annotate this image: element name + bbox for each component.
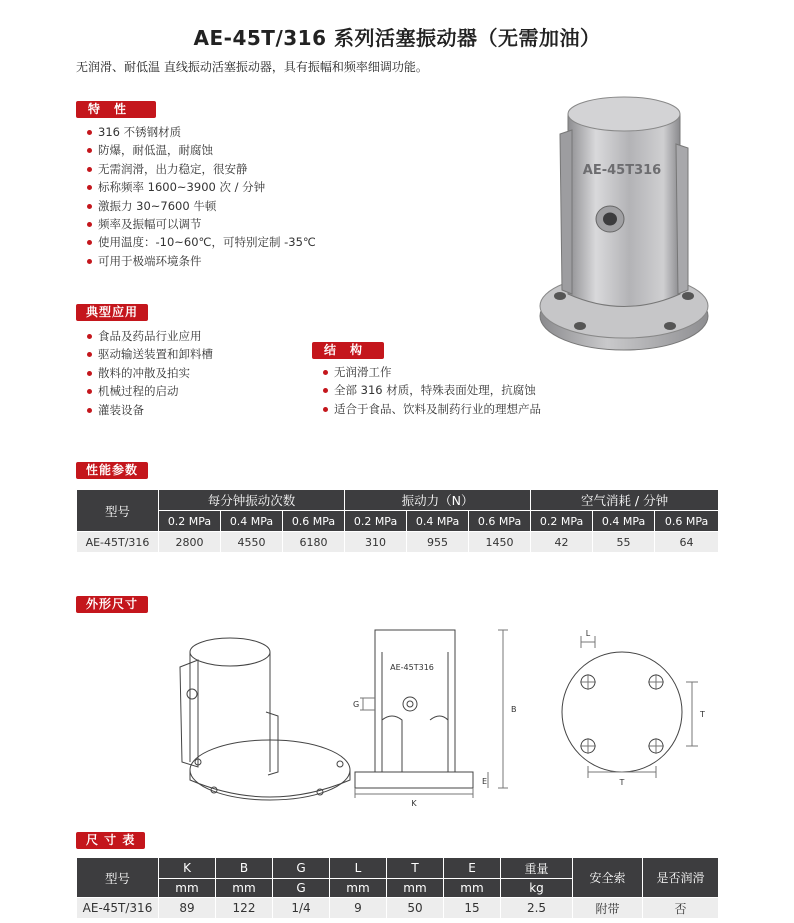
table-cell: 2800	[159, 532, 221, 553]
features-tag: 特 性	[76, 101, 156, 118]
list-item: 频率及振幅可以调节	[86, 215, 316, 233]
table-cell: 89	[159, 898, 216, 919]
list-item: 使用温度：-10~60℃，可特别定制 -35℃	[86, 233, 316, 251]
table-header: B	[216, 858, 273, 879]
table-unit: mm	[387, 879, 444, 898]
table-header: L	[330, 858, 387, 879]
table-header: 安全索	[573, 858, 643, 898]
table-header: G	[273, 858, 330, 879]
table-cell: 6180	[283, 532, 345, 553]
applications-list	[86, 327, 213, 419]
page-subtitle: 无润滑、耐低温 直线振动活塞振动器，具有振幅和频率细调功能。	[76, 60, 428, 74]
top-drawing	[562, 636, 698, 778]
table-header: 0.6 MPa	[283, 511, 345, 532]
table-header: 0.6 MPa	[655, 511, 719, 532]
applications-tag: 典型应用	[76, 304, 148, 321]
table-header: 空气消耗 / 分钟	[531, 490, 719, 511]
table-header: 0.2 MPa	[345, 511, 407, 532]
table-cell: 15	[444, 898, 501, 919]
dim-B-label: B	[511, 705, 517, 714]
table-header: 振动力（N）	[345, 490, 531, 511]
table-unit: mm	[159, 879, 216, 898]
front-model-label: AE-45T316	[390, 663, 434, 672]
product-engraving: AE-45T316	[582, 163, 662, 178]
table-header: 0.4 MPa	[593, 511, 655, 532]
table-unit: mm	[444, 879, 501, 898]
table-header: E	[444, 858, 501, 879]
dim-K-label: K	[411, 799, 417, 808]
list-item: 适合于食品、饮料及制药行业的理想产品	[322, 400, 541, 418]
list-item: 驱动输送装置和卸料槽	[86, 345, 213, 363]
dimensions-table	[76, 857, 719, 919]
dim-T-label-vertical: T	[700, 710, 705, 719]
dim-G-label: G	[353, 700, 360, 709]
table-header: 0.6 MPa	[469, 511, 531, 532]
table-cell: 122	[216, 898, 273, 919]
list-item: 无需润滑，出力稳定，很安静	[86, 160, 316, 178]
list-item: 标称频率 1600~3900 次 / 分钟	[86, 178, 316, 196]
table-header: 型号	[77, 490, 159, 532]
list-item: 机械过程的启动	[86, 382, 213, 400]
table-cell: 4550	[221, 532, 283, 553]
list-item: 316 不锈钢材质	[86, 123, 316, 141]
table-cell: 2.5	[501, 898, 573, 919]
table-header: 0.4 MPa	[221, 511, 283, 532]
page-title: AE-45T/316 系列活塞振动器（无需加油）	[193, 26, 601, 50]
table-header: 是否润滑	[643, 858, 719, 898]
table-unit: mm	[216, 879, 273, 898]
table-cell: 310	[345, 532, 407, 553]
table-cell: 1/4	[273, 898, 330, 919]
table-cell: 64	[655, 532, 719, 553]
table-header: 0.4 MPa	[407, 511, 469, 532]
structure-tag: 结 构	[312, 342, 384, 359]
table-header: T	[387, 858, 444, 879]
table-header: 型号	[77, 858, 159, 898]
table-cell: 42	[531, 532, 593, 553]
table-cell: AE-45T/316	[77, 898, 159, 919]
dim-E-label: E	[482, 777, 488, 786]
table-unit: G	[273, 879, 330, 898]
list-item: 无润滑工作	[322, 363, 541, 381]
dim-L-label: L	[585, 629, 591, 638]
table-cell: 附带	[573, 898, 643, 919]
performance-tag: 性能参数	[76, 462, 148, 479]
list-item: 全部 316 材质，特殊表面处理，抗腐蚀	[322, 381, 541, 399]
table-unit: mm	[330, 879, 387, 898]
table-row	[77, 532, 719, 553]
list-item: 食品及药品行业应用	[86, 327, 213, 345]
outline-drawings	[170, 612, 710, 812]
product-photo	[538, 94, 714, 362]
features-list	[86, 123, 316, 270]
table-header: 0.2 MPa	[531, 511, 593, 532]
table-cell: 55	[593, 532, 655, 553]
table-row	[77, 898, 719, 919]
list-item: 散料的冲散及拍实	[86, 364, 213, 382]
list-item: 灌装设备	[86, 401, 213, 419]
table-unit: kg	[501, 879, 573, 898]
iso-drawing	[180, 638, 350, 800]
table-cell: AE-45T/316	[77, 532, 159, 553]
table-cell: 9	[330, 898, 387, 919]
structure-list	[322, 363, 541, 418]
list-item: 可用于极端环境条件	[86, 252, 316, 270]
table-cell: 1450	[469, 532, 531, 553]
table-header: K	[159, 858, 216, 879]
dim-T-label-horizontal: T	[619, 778, 625, 787]
table-cell: 否	[643, 898, 719, 919]
dimensions-tag: 尺 寸 表	[76, 832, 145, 849]
performance-table	[76, 489, 719, 553]
table-header: 0.2 MPa	[159, 511, 221, 532]
outline-tag: 外形尺寸	[76, 596, 148, 613]
table-cell: 955	[407, 532, 469, 553]
front-drawing	[355, 630, 508, 798]
list-item: 激振力 30~7600 牛顿	[86, 197, 316, 215]
table-cell: 50	[387, 898, 444, 919]
table-header: 每分钟振动次数	[159, 490, 345, 511]
table-header: 重量	[501, 858, 573, 879]
list-item: 防爆，耐低温，耐腐蚀	[86, 141, 316, 159]
